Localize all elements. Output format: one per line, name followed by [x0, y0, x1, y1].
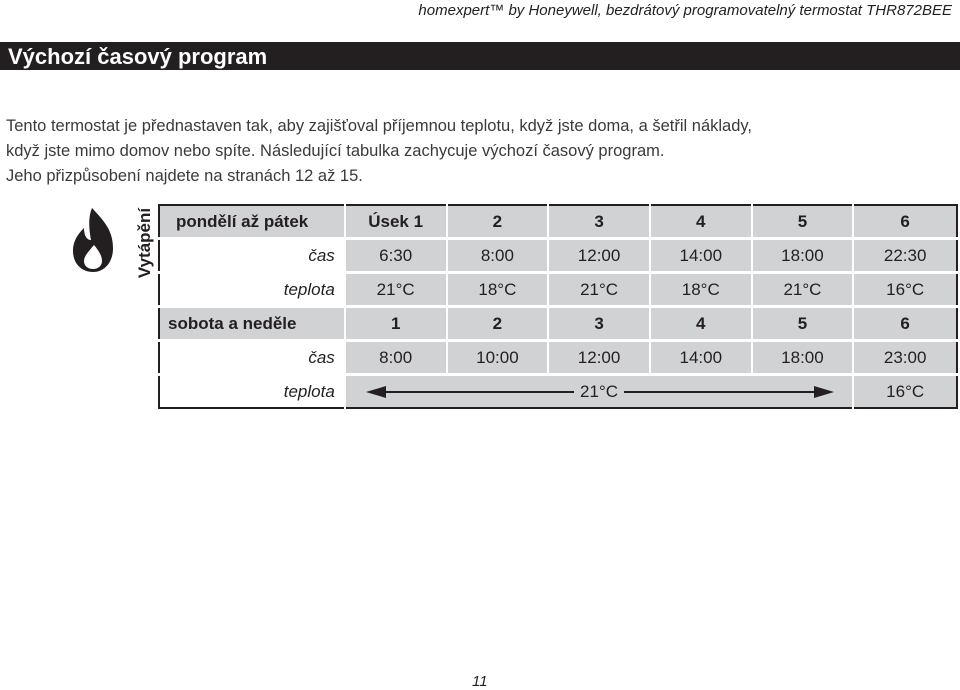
- document-header: homexpert™ by Honeywell, bezdrátový programovatelný termostat THR872BEE: [418, 2, 952, 19]
- time-cell: 8:00: [345, 341, 447, 375]
- time-cell: 8:00: [447, 239, 549, 273]
- time-row-label: čas: [159, 341, 345, 375]
- weekday-header-row: [159, 205, 957, 239]
- section-title: Výchozí časový program: [8, 44, 268, 69]
- time-cell: 14:00: [650, 341, 752, 375]
- time-cell: 23:00: [853, 341, 957, 375]
- weekday-time-row: [159, 239, 957, 273]
- period-header: 4: [650, 307, 752, 341]
- weekend-time-row: [159, 341, 957, 375]
- period-header: 2: [447, 307, 549, 341]
- period-header: 4: [650, 205, 752, 239]
- temp-cell: 16°C: [853, 273, 957, 307]
- time-cell: 18:00: [752, 239, 854, 273]
- period-header: 3: [548, 307, 650, 341]
- intro-line: když jste mimo domov nebo spíte. Následující tabulka zachycuje výchozí časový program.: [6, 142, 665, 160]
- time-cell: 10:00: [447, 341, 549, 375]
- default-schedule-table: [158, 204, 958, 409]
- time-cell: 6:30: [345, 239, 447, 273]
- weekend-header-row: [159, 307, 957, 341]
- weekday-label: pondělí až pátek: [159, 205, 345, 239]
- flame-icon: [72, 207, 114, 273]
- temp-row-label: teplota: [159, 375, 345, 409]
- temp-cell: 21°C: [752, 273, 854, 307]
- period-header: Úsek 1: [345, 205, 447, 239]
- weekend-label: sobota a neděle: [159, 307, 345, 341]
- temp-cell: 21°C: [345, 273, 447, 307]
- time-cell: 22:30: [853, 239, 957, 273]
- temp-cell: 21°C: [548, 273, 650, 307]
- time-cell: 12:00: [548, 341, 650, 375]
- page-number: 11: [472, 673, 488, 690]
- span-temp-value: 21°C: [574, 382, 624, 401]
- temp-cell: 18°C: [650, 273, 752, 307]
- time-cell: 18:00: [752, 341, 854, 375]
- period-header: 6: [853, 307, 957, 341]
- temp-cell: 18°C: [447, 273, 549, 307]
- temp-row-label: teplota: [159, 273, 345, 307]
- intro-line: Jeho přizpůsobení najdete na stranách 12 až 15.: [6, 167, 363, 185]
- weekend-temp-row: [159, 375, 957, 409]
- period-header: 5: [752, 307, 854, 341]
- temp-span-cell: [345, 375, 854, 409]
- temp-cell: 16°C: [853, 375, 957, 409]
- period-header: 6: [853, 205, 957, 239]
- time-cell: 12:00: [548, 239, 650, 273]
- heating-label: Vytápění: [135, 207, 154, 279]
- period-header: 1: [345, 307, 447, 341]
- period-header: 3: [548, 205, 650, 239]
- weekday-temp-row: [159, 273, 957, 307]
- section-title-bar: [0, 42, 960, 70]
- period-header: 2: [447, 205, 549, 239]
- time-row-label: čas: [159, 239, 345, 273]
- intro-line: Tento termostat je přednastaven tak, aby zajišťoval příjemnou teplotu, když jste doma, a šetřil náklady,: [6, 117, 753, 135]
- intro-paragraph: [6, 114, 826, 189]
- period-header: 5: [752, 205, 854, 239]
- time-cell: 14:00: [650, 239, 752, 273]
